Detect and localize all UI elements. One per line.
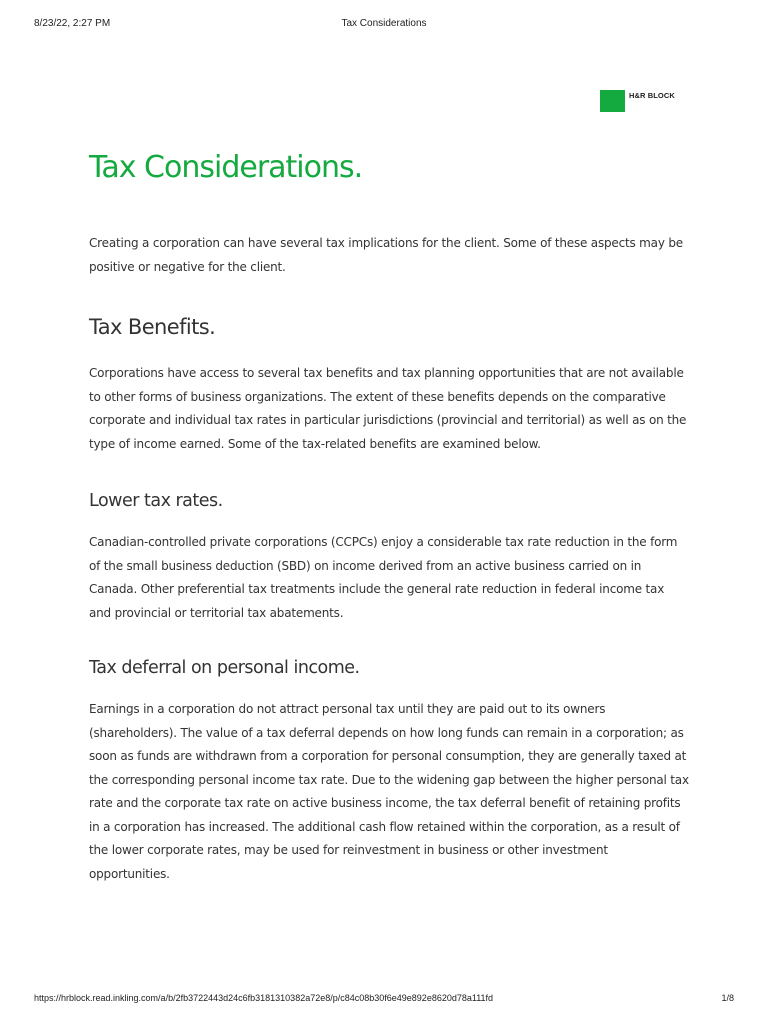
print-footer — [34, 993, 734, 1007]
hr-block-logo — [600, 90, 675, 112]
print-page-number: 1/8 — [721, 993, 734, 1003]
section-heading-lower-tax-rates: Lower tax rates. — [89, 491, 223, 511]
section-body-lower-tax-rates: Canadian-controlled private corporations (CCPCs) enjoy a considerable tax rate reduction in the form of the small business deduction (SBD) on income derived from an active business carried on in Canada. Other preferential tax treatments include the general rate reduction in federal income tax and provincial or territorial tax abatements. — [89, 535, 678, 620]
article-title: Tax Considerations. — [89, 150, 363, 185]
print-header — [34, 18, 734, 32]
section-heading-tax-deferral: Tax deferral on personal income. — [89, 658, 360, 678]
print-url: https://hrblock.read.inkling.com/a/b/2fb3722443d24c6fb3181310382a72e8/p/c84c08b30f6e49e892e8620d78a111fd — [34, 993, 494, 1003]
section-body-tax-deferral: Earnings in a corporation do not attract personal tax until they are paid out to its owners (shareholders). The value of a tax deferral depends on how long funds can remain in a corporation; as soon as funds are withdrawn from a corporation for personal consumption, they are generally taxed at the corresponding personal income tax rate. Due to the widening gap between the higher personal tax rate and the corporate tax rate on active business income, the tax deferral benefit of retaining profits in a corporation has increased. The additional cash flow retained within the corporation, as a result of the lower corporate rates, may be used for reinvestment in business or other investment opportunities. — [89, 702, 689, 881]
print-page-title: Tax Considerations — [341, 18, 427, 29]
intro-paragraph: Creating a corporation can have several tax implications for the client. Some of these aspects may be positive or negative for the client. — [89, 236, 683, 274]
print-datetime: 8/23/22, 2:27 PM — [34, 18, 111, 29]
logo-green-square-icon — [600, 90, 625, 112]
article — [89, 146, 689, 886]
logo-wordmark: H&R BLOCK — [629, 90, 675, 100]
section-heading-tax-benefits: Tax Benefits. — [89, 315, 216, 339]
section-body-tax-benefits: Corporations have access to several tax benefits and tax planning opportunities that are not available to other forms of business organizations. The extent of these benefits depends on the comparative corporate and individual tax rates in particular jurisdictions (provincial and territorial) as well as on the type of income earned. Some of the tax-related benefits are examined below. — [89, 366, 687, 451]
